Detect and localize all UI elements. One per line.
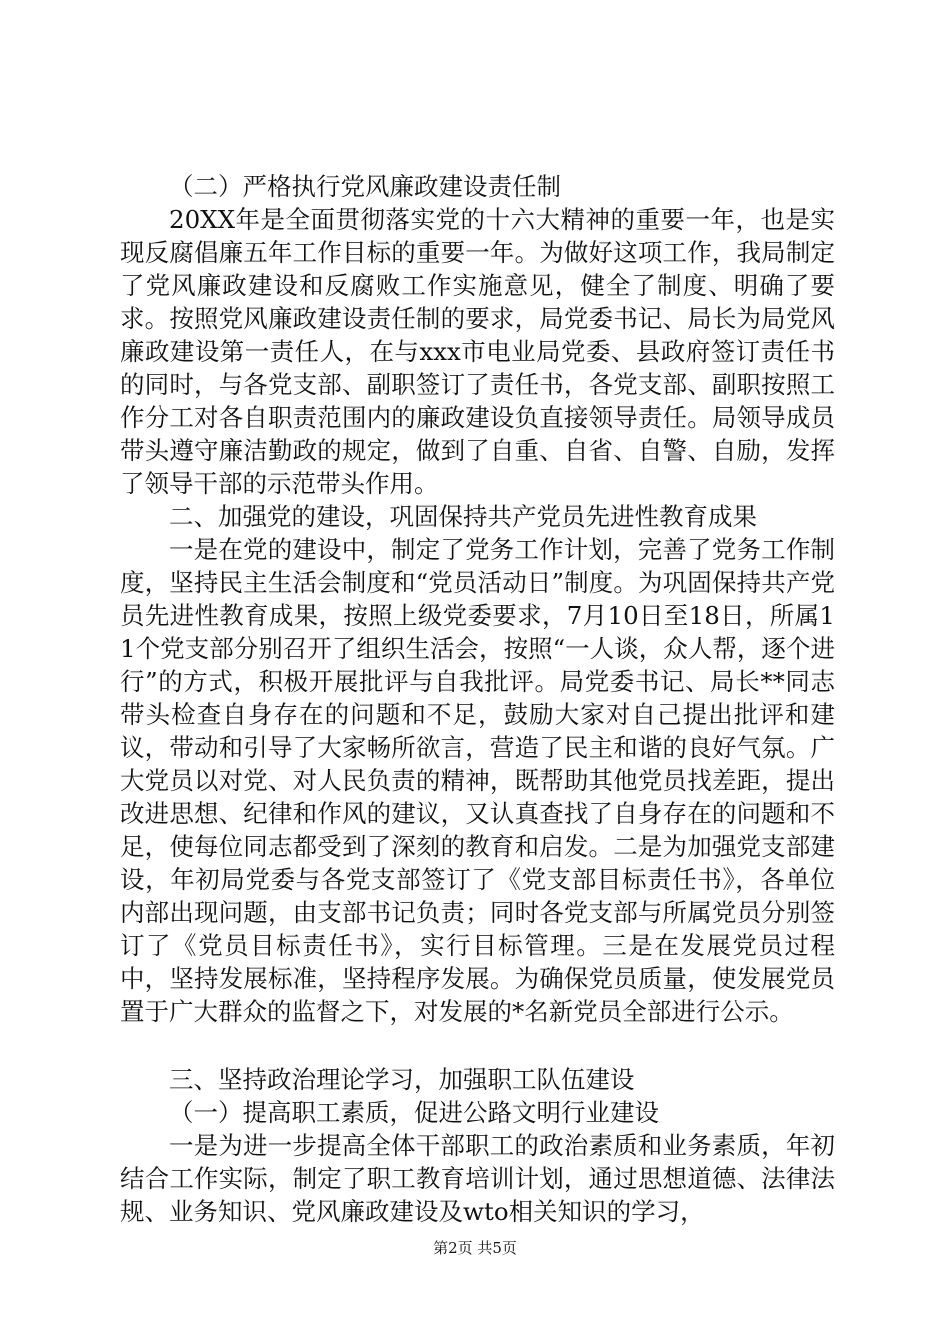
subheading-staff-quality: （一）提高职工素质，促进公路文明行业建设: [169, 1098, 659, 1127]
paragraph-responsibility-system: 20XX年是全面贯彻落实党的十六大精神的重要一年，也是实现反腐倡廉五年工作目标的重要一年。为做好这项工作，我局制定了党风廉政建设和反腐败工作实施意见，健全了制度、明确了要求。按照党风廉政建设责任制的要求，局党委书记、局长为局党风廉政建设第一责任人，在与xxx市电业局党委、县政府签订责任书的同时，与各党支部、副职签订了责任书，各党支部、副职按照工作分工对各自职责范围内的廉政建设负直接领导责任。局领导成员带头遵守廉洁勤政的规定，做到了自重、自省、自警、自励，发挥了领导干部的示范带头作用。: [120, 205, 835, 498]
paragraph-party-building: 一是在党的建设中，制定了党务工作计划，完善了党务工作制度，坚持民主生活会制度和“党员活动日”制度。为巩固保持共产党员先进性教育成果，按照上级党委要求，7月10日至18日，所属11个党支部分别召开了组织生活会，按照“一人谈，众人帮，逐个进行”的方式，积极开展批评与自我批评。局党委书记、局长**同志带头检查自身存在的问题和不足，鼓励大家对自己提出批评和建议，带动和引导了大家畅所欲言，营造了民主和谐的良好气氛。广大党员以对党、对人民负责的精神，既帮助其他党员找差距，提出改进思想、纪律和作风的建议，又认真查找了自身存在的问题和不足，使每位同志都受到了深刻的教育和启发。二是为加强党支部建设，年初局党委与各党支部签订了《党支部目标责任书》，各单位内部出现问题，由支部书记负责；同时各党支部与所属党员分别签订了《党员目标责任书》，实行目标管理。三是在发展党员过程中，坚持发展标准，坚持程序发展。为确保党员质量，使发展党员置于广大群众的监督之下，对发展的*名新党员全部进行公示。: [120, 535, 835, 1026]
paragraph-gap: [120, 1028, 835, 1063]
document-body: [120, 170, 835, 1228]
heading-party-building: 二、加强党的建设，巩固保持共产党员先进性教育成果: [169, 502, 757, 531]
paragraph-staff-training: 一是为进一步提高全体干部职工的政治素质和业务素质，年初结合工作实际，制定了职工教育培训计划，通过思想道德、法律法规、业务知识、党风廉政建设及wto相关知识的学习，: [120, 1131, 835, 1226]
subheading-party-responsibility: （二）严格执行党风廉政建设责任制: [169, 172, 561, 201]
heading-political-study: 三、坚持政治理论学习，加强职工队伍建设: [169, 1065, 635, 1094]
page-footer: 第2页 共5页: [433, 1239, 517, 1257]
